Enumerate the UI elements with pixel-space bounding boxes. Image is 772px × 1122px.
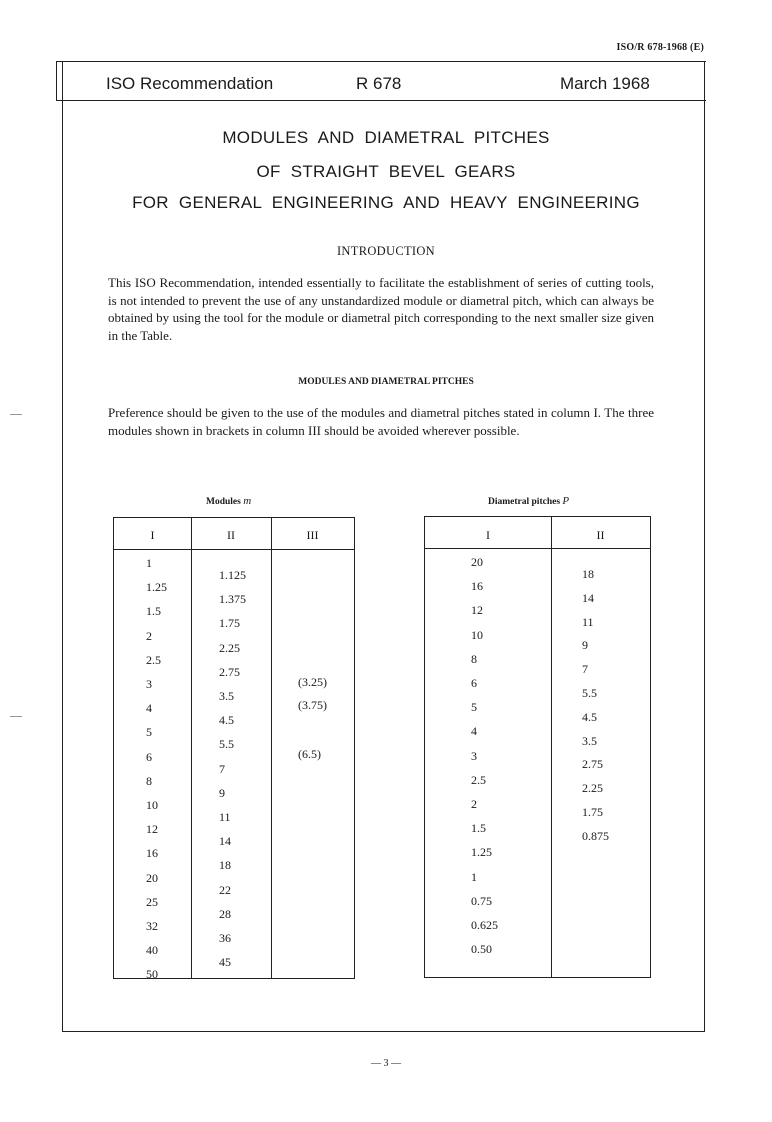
pitches-col1-cell: 0.625 (471, 918, 498, 932)
pitches-col1-cell: 1.25 (471, 845, 492, 860)
modules-col2-cell: 7 (219, 761, 225, 776)
pitches-col1-cell: 2 (471, 797, 477, 811)
modules-col3-cell: (3.75) (298, 698, 327, 712)
modules-caption-symbol: m (243, 495, 252, 507)
modules-col2-cell: 36 (219, 931, 231, 945)
margin-mark (10, 716, 22, 717)
modules-col2-cell: 5.5 (219, 737, 234, 752)
modules-col2-cell: 1.75 (219, 616, 240, 631)
modules-col1-cell: 16 (146, 846, 158, 861)
modules-section-heading: MODULES AND DIAMETRAL PITCHES (298, 377, 474, 387)
pitches-col1-cell: 0.75 (471, 893, 492, 908)
pitches-col2-cell: 1.75 (582, 805, 603, 819)
modules-table-header-1: I (150, 528, 155, 542)
modules-table-header-2: II (227, 528, 235, 542)
modules-col2-cell: 14 (219, 834, 231, 849)
modules-col1-cell: 2 (146, 628, 152, 643)
pitches-table-header-1: I (486, 528, 490, 542)
modules-col2-cell: 18 (219, 858, 231, 873)
header-number: R 678 (356, 74, 402, 93)
modules-col2-cell: 1.125 (219, 568, 246, 582)
header-date: March 1968 (560, 74, 650, 93)
pitches-col2-cell: 3.5 (582, 733, 597, 748)
pitches-col2-cell: 2.75 (582, 757, 603, 772)
pitches-col2-cell: 9 (582, 638, 588, 653)
pitches-col2-cell: 5.5 (582, 686, 597, 700)
pitches-col1-cell: 16 (471, 579, 483, 594)
preference-text: Preference should be given to the use of the modules and diametral pitches stated in column I. The three modules shown in brackets in column III should be avoided wherever possible. (108, 405, 654, 438)
modules-col1-cell: 4 (146, 701, 152, 716)
pitches-col1-cell: 5 (471, 700, 477, 715)
modules-col1-cell: 3 (146, 677, 152, 691)
modules-table-header-rule (114, 549, 354, 550)
pitches-col2-cell: 11 (582, 614, 594, 629)
pitches-table-caption (488, 495, 569, 507)
pitches-table-header-rule (425, 548, 650, 549)
modules-col1-cell: 12 (146, 822, 158, 837)
modules-col2-cell: 2.25 (219, 640, 240, 655)
title-line-1: MODULES AND DIAMETRAL PITCHES (222, 128, 550, 147)
modules-col1-cell: 1 (146, 556, 152, 570)
modules-col2-cell: 11 (219, 810, 231, 824)
modules-col3-cell: (6.5) (298, 747, 321, 761)
modules-col2-cell: 4.5 (219, 713, 234, 728)
modules-col1-cell: 1.5 (146, 604, 161, 619)
modules-col2-cell: 28 (219, 906, 231, 921)
modules-table-caption (206, 495, 251, 507)
modules-col1-cell: 50 (146, 967, 158, 982)
pitches-col1-cell: 6 (471, 676, 477, 690)
pitches-table (424, 516, 651, 978)
modules-col2-cell: 22 (219, 882, 231, 897)
pitches-caption-text: Diametral pitches (488, 497, 561, 507)
pitches-col2-cell: 14 (582, 590, 594, 605)
modules-col2-cell: 45 (219, 955, 231, 970)
introduction-text: This ISO Recommendation, intended essentially to facilitate the establishment of series of cutting tools, is not intended to prevent the use of any unstandardized module or diametral pitch, which can always be obtained by using the tool for the module or diametral pitch corresponding to the next smaller size given in the Table. (108, 275, 654, 343)
modules-col1-cell: 40 (146, 943, 158, 958)
modules-col1-cell: 25 (146, 894, 158, 909)
header-title: ISO Recommendation (106, 74, 274, 93)
pitches-col1-cell: 0.50 (471, 942, 492, 957)
pitches-col1-cell: 1.5 (471, 821, 486, 836)
pitches-caption-symbol: P (562, 495, 570, 507)
modules-col1-cell: 10 (146, 798, 158, 812)
pitches-col1-cell: 10 (471, 627, 483, 642)
header-divider (56, 100, 706, 101)
title-line-2: OF STRAIGHT BEVEL GEARS (256, 162, 516, 181)
modules-col3-cell: (3.25) (298, 675, 327, 689)
modules-col1-cell: 6 (146, 749, 152, 764)
modules-table-header-3: III (306, 528, 319, 542)
title-line-3: FOR GENERAL ENGINEERING AND HEAVY ENGINEERING (132, 193, 640, 212)
pitches-col2-cell: 2.25 (582, 781, 603, 796)
frame-header-left-edge (56, 61, 57, 101)
modules-table-col-divider-1 (191, 518, 192, 978)
pitches-col1-cell: 20 (471, 555, 483, 569)
modules-col2-cell: 3.5 (219, 689, 234, 703)
pitches-col2-cell: 7 (582, 662, 588, 677)
pitches-col1-cell: 1 (471, 869, 477, 884)
pitches-col2-cell: 0.875 (582, 828, 609, 843)
modules-col1-cell: 1.25 (146, 580, 167, 595)
pitches-table-col-divider (551, 517, 552, 977)
pitches-col2-cell: 18 (582, 567, 594, 581)
page-number: — 3 — (371, 1058, 401, 1069)
modules-col2-cell: 9 (219, 785, 225, 800)
document-reference: ISO/R 678-1968 (E) (616, 42, 704, 53)
modules-col1-cell: 5 (146, 725, 152, 740)
introduction-heading: INTRODUCTION (336, 244, 436, 258)
pitches-col1-cell: 12 (471, 603, 483, 618)
pitches-col1-cell: 2.5 (471, 772, 486, 787)
pitches-col1-cell: 3 (471, 748, 477, 763)
modules-col1-cell: 32 (146, 919, 158, 933)
modules-col1-cell: 2.5 (146, 652, 161, 667)
pitches-col1-cell: 8 (471, 651, 477, 666)
modules-col1-cell: 8 (146, 773, 152, 788)
pitches-col1-cell: 4 (471, 724, 477, 739)
pitches-col2-cell: 4.5 (582, 709, 597, 724)
margin-mark (10, 414, 22, 415)
modules-table-col-divider-2 (271, 518, 272, 978)
modules-col2-cell: 2.75 (219, 664, 240, 679)
modules-table (113, 517, 355, 982)
modules-col2-cell: 1.375 (219, 592, 246, 607)
modules-caption-text: Modules (206, 497, 241, 507)
modules-col1-cell: 20 (146, 870, 158, 885)
pitches-table-header-2: II (596, 528, 605, 542)
